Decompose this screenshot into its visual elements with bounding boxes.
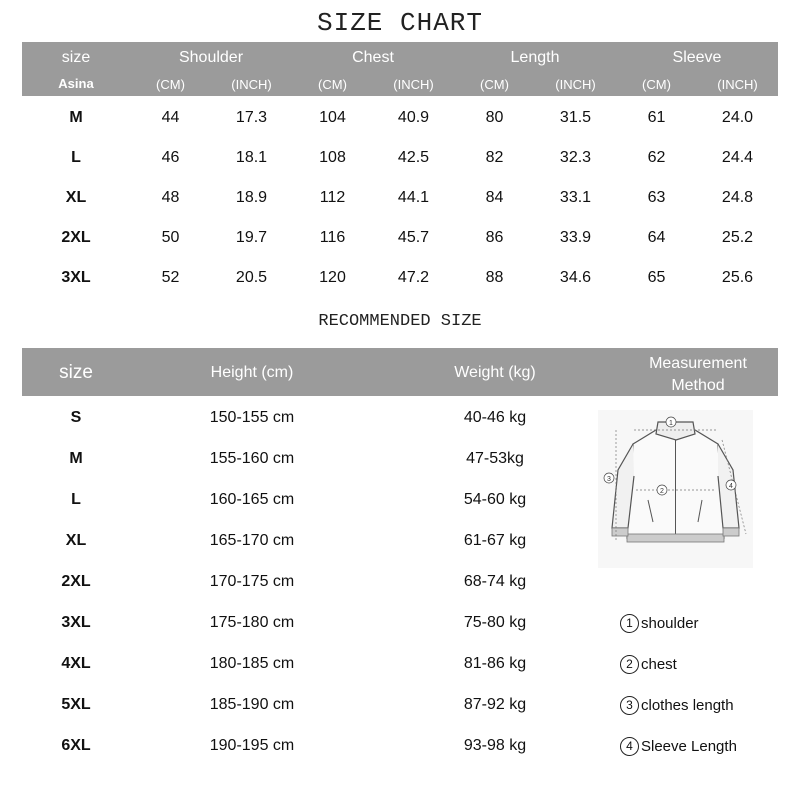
legend-number-circle: 1 [620,614,639,633]
measurement-cell: 45.7 [397,229,430,246]
size-label: 4XL [61,655,91,672]
measurement-cell: 88 [485,269,504,286]
measurement-cell: 19.7 [235,229,268,246]
height-cell: 160-165 cm [209,491,295,508]
header-sleeve: Sleeve [672,49,722,66]
legend-label: Sleeve Length [641,738,737,755]
legend-label: chest [641,656,677,673]
measurement-cell: 31.5 [559,109,592,126]
diagram-mark-1: 1 [669,420,673,427]
header-chest: Chest [352,49,394,66]
rec-header-height: Height (cm) [210,364,294,381]
measurement-cell: 25.6 [721,269,754,286]
size-label: S [70,409,82,426]
size-label: 3XL [61,269,91,286]
weight-cell: 54-60 kg [463,491,527,508]
measurement-cell: 112 [319,189,346,206]
size-label: 3XL [61,614,91,631]
recommended-title: RECOMMENDED SIZE [318,312,482,331]
weight-cell: 68-74 kg [463,573,527,590]
weight-cell: 81-86 kg [463,655,527,672]
size-chart-row [22,97,778,137]
measurement-cell: 52 [161,269,180,286]
unit-cm: (CM) [642,77,671,92]
size-label: 2XL [61,229,91,246]
weight-cell: 87-92 kg [463,696,527,713]
legend-shoulder [620,614,699,633]
measurement-cell: 44 [161,109,180,126]
measurement-cell: 86 [485,229,504,246]
unit-inch: (INCH) [231,77,272,92]
size-label: XL [65,532,87,549]
height-cell: 180-185 cm [209,655,295,672]
measurement-cell: 116 [319,229,346,246]
legend-number-circle: 4 [620,737,639,756]
size-label: 6XL [61,737,91,754]
recommended-header [22,348,778,396]
legend-number-circle: 3 [620,696,639,715]
size-label: M [69,109,83,126]
unit-cm: (CM) [318,77,347,92]
unit-cm: (CM) [156,77,185,92]
size-label: M [69,450,83,467]
measurement-cell: 33.9 [559,229,592,246]
size-chart-row [22,257,778,297]
measurement-cell: 40.9 [397,109,430,126]
header-shoulder: Shoulder [178,49,244,66]
height-cell: 175-180 cm [209,614,295,631]
measurement-cell: 84 [485,189,504,206]
measurement-cell: 46 [161,149,180,166]
size-chart-row [22,137,778,177]
measurement-cell: 18.1 [235,149,268,166]
size-chart-header [22,42,778,96]
size-label: L [71,491,81,508]
measurement-cell: 18.9 [235,189,268,206]
rec-header-size: size [59,362,93,383]
measurement-cell: 24.0 [721,109,754,126]
measurement-cell: 48 [161,189,180,206]
measurement-cell: 120 [319,269,346,286]
measurement-cell: 20.5 [235,269,268,286]
diagram-mark-4: 4 [729,483,733,490]
measurement-cell: 42.5 [397,149,430,166]
weight-cell: 40-46 kg [463,409,527,426]
measurement-cell: 25.2 [721,229,754,246]
legend-sleeve-length [620,737,737,756]
measurement-cell: 44.1 [397,189,430,206]
height-cell: 185-190 cm [209,696,295,713]
legend-label: shoulder [641,615,699,632]
size-chart-row [22,177,778,217]
size-chart-row [22,217,778,257]
measurement-cell: 17.3 [235,109,268,126]
measurement-cell: 62 [647,149,666,166]
size-label: L [71,149,81,166]
header-asina: Asina [58,76,94,91]
measurement-cell: 24.4 [721,149,754,166]
page-title: SIZE CHART [316,8,484,38]
unit-inch: (INCH) [393,77,434,92]
measurement-cell: 32.3 [559,149,592,166]
size-label: 5XL [61,696,91,713]
diagram-mark-3: 3 [607,476,611,483]
measurement-cell: 65 [647,269,666,286]
weight-cell: 75-80 kg [463,614,527,631]
height-cell: 150-155 cm [209,409,295,426]
weight-cell: 47-53kg [466,450,524,467]
legend-label: clothes length [641,697,734,714]
height-cell: 165-170 cm [209,532,295,549]
unit-cm: (CM) [480,77,509,92]
legend-chest [620,655,677,674]
measurement-cell: 82 [485,149,504,166]
unit-inch: (INCH) [555,77,596,92]
rec-header-weight: Weight (kg) [454,364,536,381]
measurement-cell: 24.8 [721,189,754,206]
unit-inch: (INCH) [717,77,758,92]
jacket-measurement-diagram [598,410,753,568]
measurement-cell: 34.6 [559,269,592,286]
size-label: XL [65,189,87,206]
measurement-cell: 63 [647,189,666,206]
height-cell: 170-175 cm [209,573,295,590]
measurement-cell: 64 [647,229,666,246]
measurement-cell: 50 [161,229,180,246]
legend-number-circle: 2 [620,655,639,674]
measurement-cell: 47.2 [397,269,430,286]
header-length: Length [510,49,560,66]
measurement-cell: 104 [319,109,346,126]
weight-cell: 61-67 kg [463,532,527,549]
rec-header-method [618,353,778,397]
header-size: size [61,49,91,66]
legend-clothes-length [620,696,734,715]
rec-header-method-line2: Method [671,377,725,394]
height-cell: 190-195 cm [209,737,295,754]
measurement-cell: 61 [647,109,666,126]
weight-cell: 93-98 kg [463,737,527,754]
measurement-cell: 80 [485,109,504,126]
measurement-cell: 108 [319,149,346,166]
height-cell: 155-160 cm [209,450,295,467]
measurement-cell: 33.1 [559,189,592,206]
diagram-mark-2: 2 [660,488,664,495]
rec-header-method-line1: Measurement [649,355,747,372]
size-label: 2XL [61,573,91,590]
